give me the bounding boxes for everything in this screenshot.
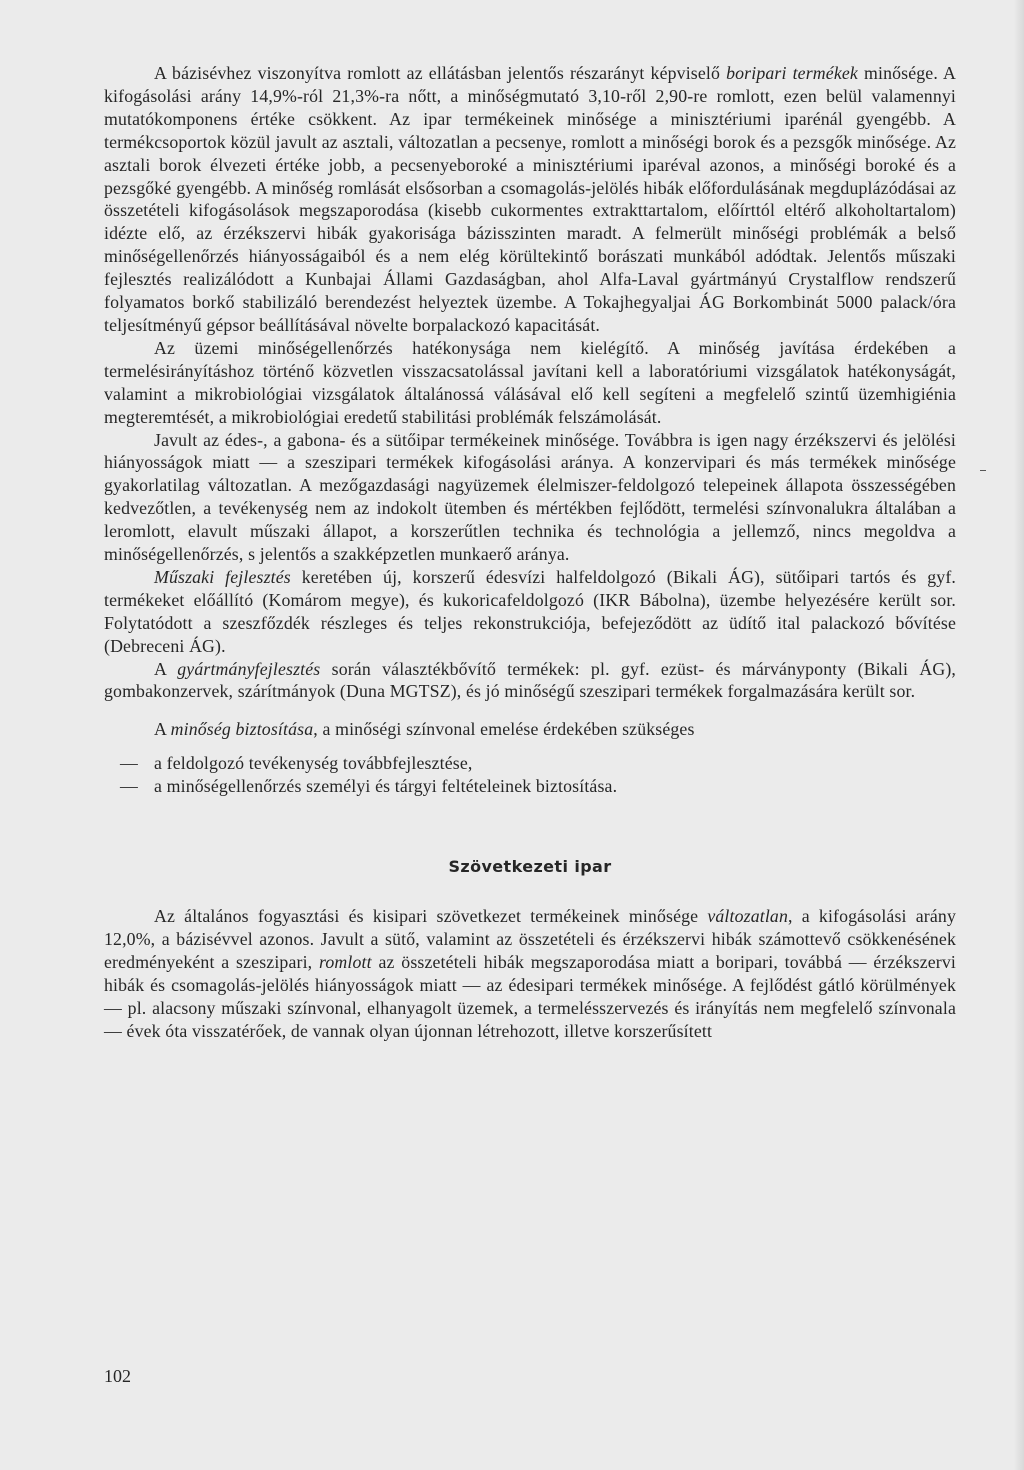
paragraph-edesipar — [104, 429, 956, 566]
paragraph-szovetkezeti — [104, 905, 956, 1042]
paragraph-boripar-part: A bázisévhez viszonyítva romlott az ellátásban jelentős részarányt képviselő — [154, 63, 727, 83]
paragraph-szovetkezeti-part: Az általános fogyasztási és kisipari szövetkezet termékeinek minősége — [154, 906, 708, 926]
page-number: 102 — [104, 1366, 131, 1386]
emphasis-minoseg-biztositasa: minőség biztosítása — [170, 719, 314, 740]
list-item-text: a minőségellenőrzés személyi és tárgyi feltételeinek biztosítása. — [154, 776, 618, 797]
paragraph-minoseg-biztositasa — [104, 718, 956, 741]
emphasis-boripari-termekek: boripari termékek — [726, 63, 858, 83]
paragraph-gyartmanyfejlesztes — [104, 658, 956, 704]
paragraph-minosegellenorzes — [104, 337, 956, 429]
paragraph-minoseg-biztositasa-part: A — [154, 719, 171, 740]
paragraph-gyartmanyfejlesztes-part: A — [154, 658, 178, 679]
emphasis-gyartmanyfejlesztes: gyártmányfejlesztés — [177, 658, 321, 679]
paragraph-muszaki-fejlesztes-text: keretében új, korszerű édesvízi halfeldolgozó (Bikali ÁG), sütőipari tartós és gyf. termékeket előállító (Komárom megye), és kukoricafeldolgozó (IKR Bábolna), üzembe helyezésére került sor. Folytatódott a szeszfőzdék részleges és teljes rekonstrukciója, befejeződött az üdítő ital palackozó bővítése (Debreceni ÁG). — [104, 566, 956, 656]
requirements-list — [104, 752, 956, 798]
paragraph-muszaki-fejlesztes — [104, 566, 956, 658]
paragraph-minosegellenorzes-text: Az üzemi minőségellenőrzés hatékonysága nem kielégítő. A minőség javítása érdekében a termelésirányításhoz történő közvetlen visszacsatolással javítani kell a laboratóriumi vizsgálatok hatékonyságát, valamint a mikrobiológiai vizsgálatok általánossá válásával elő kell segíteni a megfelelő szintű üzemhigiénia megteremtését, a mikrobiológiai eredetű stabilitási problémák felszámolását. — [104, 337, 956, 427]
paragraph-edesipar-text: Javult az édes-, a gabona- és a sütőipar termékeinek minősége. Továbbra is igen nagy érzékszervi és jelölési hiányosságok miatt — a szeszipari termékek kifogásolási aránya. A konzervipari és más termékek minősége gyakorlatilag változatlan. A mezőgazdasági nagyüzemek élelmiszer-feldolgozó telepeinek állapota összességében kedvezőtlen, a tevékenység nem az indokolt ütemben és mértékben fejlődött, termelési színvonalukra általában a leromlott, elavult műszaki állapot, a korszerűtlen technika és technológia a jellemző, nincs megoldva a minőségellenőrzés, s jelentős a szakképzetlen munkaerő aránya. — [104, 429, 956, 565]
paragraph-boripar-part: minősége. A kifogásolási arány 14,9%-ról 21,3%-ra nőtt, a minőségmutató 3,10-ről 2,90-re romlott, ezen belül valamennyi mutatókomponens értéke csökkent. Az ipar termékeinek minősége a minisztériumi iparénál gyengébb. A termékcsoportok közül javult az asztali, változatlan a pecsenye, romlott a minőségi borok és a pezsgők minősége. Az asztali borok élvezeti értéke jobb, a pecsenyeboroké a minisztériumi iparéval azonos, a minőségi boroké és a pezsgőké gyengébb. A minőség romlását elsősorban a csomagolás-jelölés hibák előfordulásának megduplázódásai az összetételi kifogásolások megszaporodása (kisebb cukormentes extrakttartalom, előírttól eltérő alkoholtartalom) idézte elő, az érzékszervi hibák gyakorisága bázisszinten maradt. A felmerült minőségi problémák a belső minőségellenőrzés hiányosságaiból és a nem elég körültekintő borászati munkából adódtak. Jelentős műszaki fejlesztés realizálódott a Kunbajai Állami Gazdaságban, ahol Alfa-Laval gyártmányú Crystalflow rendszerű folyamatos borkő stabilizáló berendezést helyeztek üzembe. A Tokajhegyaljai ÁG Borkombinát 5000 palack/óra teljesítményű gépsor beállításával növelte borpalackozó kapacitását. — [104, 63, 956, 335]
emphasis-muszaki-fejlesztes: Műszaki fejlesztés — [154, 566, 291, 587]
list-item — [104, 775, 956, 798]
list-dash: — — [120, 753, 138, 774]
list-item-text: a feldolgozó tevékenység továbbfejlesztése, — [154, 753, 473, 774]
paragraph-minoseg-biztositasa-part: , a minőségi színvonal emelése érdekében szükséges — [313, 719, 695, 740]
body-text — [104, 62, 956, 1042]
emphasis-romlott: romlott — [318, 951, 372, 972]
list-item — [104, 752, 956, 775]
emphasis-valtozatlan: változatlan — [707, 906, 789, 926]
paragraph-szovetkezeti-part: az összetételi hibák megszaporodása miatt a boripari, továbbá — érzékszervi hibák és csomagolás-jelölés hiányosságok miatt — az édesipari termékek minősége. A fejlődést gátló körülmények — pl. alacsony műszaki színvonal, elhanyagolt üzemek, a termelésszervezés és irányítás nem megfelelő színvonala — évek óta visszatérőek, de vannak olyan újonnan létrehozott, illetve korszerűsített — [104, 951, 956, 1041]
margin-mark — [980, 470, 986, 471]
paragraph-boripar — [104, 62, 956, 337]
section-heading: Szövetkezeti ipar — [448, 857, 612, 877]
page-edge-shadow — [1014, 0, 1024, 1470]
list-dash: — — [120, 776, 138, 797]
paragraph-szovetkezeti-part: , a kifogásolási arány 12,0%, a bázisévvel azonos. Javult a sütő, valamint az összetételi és érzékszervi hibák számottevő csökkenésének eredményeként a szeszipari, — [104, 906, 956, 972]
paragraph-gyartmanyfejlesztes-part: során választékbővítő termékek: pl. gyf. ezüst- és márványponty (Bikali ÁG), gombakonzervek, szárítmányok (Duna MGTSZ), és jó minőségű szeszipari termékek forgalmazására került sor. — [104, 658, 956, 702]
